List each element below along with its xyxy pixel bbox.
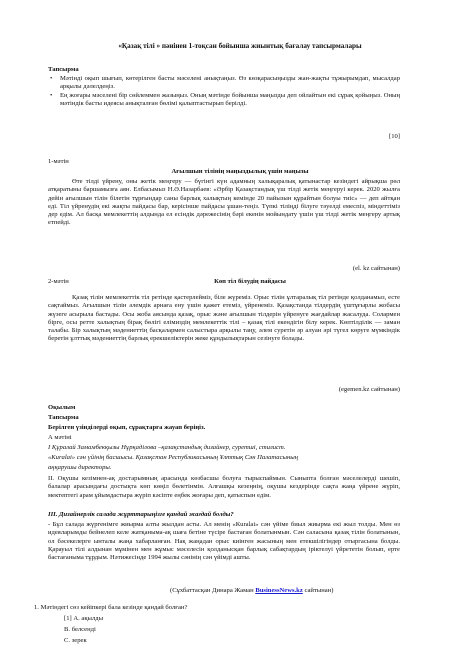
text-a-part3-question: ІІІ. Дизайнерлік салада жұрттарыңізге қандай жағдай болды? bbox=[48, 511, 234, 518]
text-a-label: А мәтіні bbox=[48, 434, 72, 441]
reading-task: Тапсырма bbox=[48, 414, 79, 421]
question-1-option-c: C. зерек bbox=[64, 637, 87, 644]
text1-label: 1-мәтін bbox=[48, 158, 69, 165]
text-a-line1: І Құралай Замамбекқызы Нұрқаділова –қазақстандық дизайнер, суретші, стилист. bbox=[48, 444, 286, 451]
text2-label: 2-мәтін bbox=[48, 278, 69, 285]
source-suffix: сайтынан) bbox=[304, 587, 334, 594]
source-prefix: (Сұхбаттасқан Динара Жаман bbox=[170, 587, 254, 594]
task-heading: Тапсырма bbox=[48, 66, 79, 73]
task-item-2: • Ең жоғары мәселені бір сөйлеммен жазыңыз. Оның мәтінде бойынша маңызды деп ойлайтын екі сұрақ қойыңыз. Оның мәтіндік басты идеясы анықталған бөлімі қалыптастырып берілді. bbox=[48, 92, 400, 109]
task-points: [10] bbox=[389, 133, 400, 140]
question-1-option-b: B. белсенді bbox=[64, 626, 96, 633]
question-1-option-a: [1] А. ақылды bbox=[64, 615, 104, 622]
document-title: «Қазақ тілі » пәнінен 1-тоқсан бойынша жиынтық бағалау тапсырмалары bbox=[118, 42, 362, 50]
text1-source: (el. kz сайтынан) bbox=[352, 265, 400, 272]
question-1: 1. Мәтіндегі сөз кейіпкері бала кезінде қандай болған? bbox=[34, 604, 188, 611]
text2-body: Қазақ тілін мемлекеттік тіл ретінде қастерлейміз, біле жүреміз. Орыс тілін ұлтаралық тіл ретінде қолданамыз, есте сақтаймыз. Ағылшын тілін әлемдік арнаға ену үшін қажет етеміз, үйренеміз. Қазақстанда тілдердің үштұғырлы жобасы жүзеге асырыла бастады. Осы жоба аясында қазақ, орыс және ағылшын тілдерін үйренуге жағдайлар жасалуда. Солармен бірге, осы ретте халықтың бірақ бөлігі елімиздің мемлекеттік тілі – қазақ тілі екендігін білу керек. Көптілділік — заман талабы. Бір халықтың мәдениеттің басқалармен салыстыра арқылы таңу, әлем суретін әр алуан әрі түгел көруге мүмкіндік беретін ұлттық мәдениеттің барлық ерекшеліктерін жеке құндылықтарын сезінуге болады. bbox=[48, 294, 400, 343]
task-item-1: • Мәтінді оқып шығып, көтерілген басты мәселені анықтаңыз. Өз көзқарасыңызды жан-жақты тұжырымдап, мысалдар арқылы дәлелдеңіз. bbox=[48, 75, 400, 92]
text-a-line2: «Кuralai» сән үйінің басшысы. Қазақстан Республикасының Ұлттық Сән Палатасының bbox=[48, 454, 298, 461]
text1-title: Ағылшын тілінің маңыздылық үшін маңызы bbox=[171, 168, 309, 175]
reading-heading: Оқылым bbox=[48, 404, 76, 411]
text2-source: (egemen.kz сайтынан) bbox=[338, 386, 400, 393]
text2-title: Көп тіл білудің пайдасы bbox=[214, 278, 286, 285]
task-list bbox=[48, 75, 400, 108]
text-a-source bbox=[170, 587, 333, 595]
source-link[interactable]: BusinessNews.kz bbox=[255, 587, 303, 594]
text1-body: Өте тілді үйрену, оны жетік меңгеру — бүгінгі күн адамның халықаралық қатынастар кезіндегі айрықша рөл атқаратыны баршамызға аян. Елбасымыз Н.Ә.Назарбаев: «Әрбір Қазақстандық үш тілді жетік меңгеруі керек. 2020 жылға дейін ағылшын тілін білетін тұрғындар саны барлық халықтың кемінде 20 пайызын құрайтын болуы тиіс» — деп айтқан еді. Тіл үйренудің екі жақты пайдасы бар, керісінше пайдасы ұшан-теңіз. Түпкі тіліңді білуге тәуелді емеспіз, міндеттіміз дер едім. Ал басқа мемлекеттің алдында ел есіндік дәрежесінің бәрі екенін мойындату үшін үш тілді жетік меңгеру артық етпейді. bbox=[48, 178, 400, 227]
text-a-part3: - Бұл салада жүргенімге жиырма алты жылдан асты. Ал менің «Кuralai» сән үйіме биыл жиырма екі жыл толды. Мен өз идеяларымды бейнелеп келе жатқаныма-ақ шаға бетіне түсіре бастаған болатынмын. Сән саласына қазақ тілін болатынын, ол бәсекелерге ынталы жаңа хабарланған. Нақ жаңадан орыс киінген жасының мен етекшілігіндер отыргасына болды. Қарауыл тілі алдынан мұмінен мен жұмыс мәселесін қолданысқан барлық сабақтардың іріктелуі үйрететін болып, ерте бастағаныма тұрдым. Нәтижесінде 1994 жылы сәнінің сән үйімді ашты. bbox=[48, 521, 400, 562]
text-a-part2: ІІ. Оқушы кезімнен-ақ достарымның арасында көзбасшы болуға тырыспаймын. Сыныпта болған мәселелерді шешіп, балалар арасындағы достықта көп көңіл бөлетінмін. Алғашқы кезеңнің, оқушы кездерінде сақта жаңа үйрене жүріп, мектептегі арам ұйымдастыра жүріп кәсіпте еңбек жоғары деп, қатыспын едім. bbox=[48, 475, 400, 499]
reading-instruction: Берілген үзінділерді оқып, сұрақтарға жауап беріңіз. bbox=[48, 424, 206, 431]
text-a-line3: аңқарушы директоры. bbox=[48, 464, 112, 471]
